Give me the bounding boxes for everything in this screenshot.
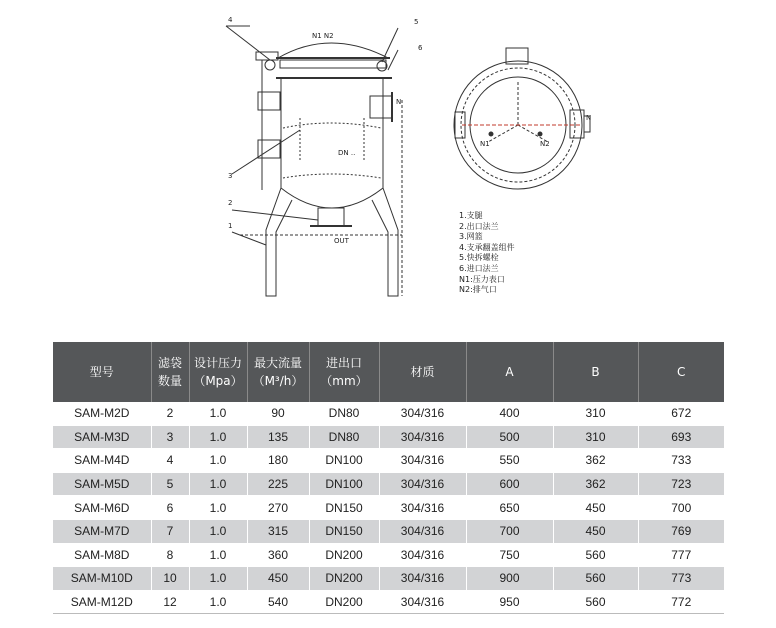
callout-1: 1 bbox=[228, 222, 233, 230]
spec-table bbox=[53, 342, 724, 614]
table-row bbox=[53, 472, 724, 496]
callout-top-n2: N2 bbox=[540, 140, 550, 148]
cell-flow: 270 bbox=[247, 496, 309, 520]
cell-b: 450 bbox=[553, 519, 638, 543]
table-row bbox=[53, 425, 724, 449]
cell-flow: 315 bbox=[247, 519, 309, 543]
cell-c: 772 bbox=[638, 590, 724, 614]
cell-bag-count: 5 bbox=[151, 472, 189, 496]
callout-2: 2 bbox=[228, 199, 233, 207]
header-material: 材质 bbox=[379, 342, 466, 402]
callout-4: 4 bbox=[228, 16, 233, 24]
cell-bag-count: 8 bbox=[151, 543, 189, 567]
cell-bag-count: 3 bbox=[151, 425, 189, 449]
callout-5: 5 bbox=[414, 18, 419, 26]
cell-model: SAM-M12D bbox=[53, 590, 151, 614]
callout-n-side: N bbox=[396, 98, 402, 106]
cell-b: 362 bbox=[553, 472, 638, 496]
cell-model: SAM-M2D bbox=[53, 402, 151, 425]
cell-b: 310 bbox=[553, 402, 638, 425]
cell-material: 304/316 bbox=[379, 496, 466, 520]
cell-inlet-outlet: DN80 bbox=[309, 425, 379, 449]
cell-inlet-outlet: DN200 bbox=[309, 590, 379, 614]
table-row bbox=[53, 519, 724, 543]
legend-item: 5.快拆螺栓 bbox=[459, 253, 499, 263]
cell-pressure: 1.0 bbox=[189, 543, 247, 567]
cell-a: 900 bbox=[466, 567, 553, 591]
cell-a: 700 bbox=[466, 519, 553, 543]
cell-flow: 360 bbox=[247, 543, 309, 567]
callout-dn: DN .. bbox=[338, 149, 356, 157]
cell-b: 560 bbox=[553, 590, 638, 614]
table-header-row bbox=[53, 342, 724, 402]
cell-material: 304/316 bbox=[379, 519, 466, 543]
cell-model: SAM-M5D bbox=[53, 472, 151, 496]
table-row bbox=[53, 496, 724, 520]
cell-b: 310 bbox=[553, 425, 638, 449]
header-a: A bbox=[466, 342, 553, 402]
cell-c: 672 bbox=[638, 402, 724, 425]
header-c: C bbox=[638, 342, 724, 402]
table-row bbox=[53, 590, 724, 614]
cell-model: SAM-M10D bbox=[53, 567, 151, 591]
cell-c: 769 bbox=[638, 519, 724, 543]
cell-bag-count: 7 bbox=[151, 519, 189, 543]
cell-model: SAM-M8D bbox=[53, 543, 151, 567]
header-model: 型号 bbox=[53, 342, 151, 402]
cell-b: 560 bbox=[553, 543, 638, 567]
cell-pressure: 1.0 bbox=[189, 519, 247, 543]
cell-pressure: 1.0 bbox=[189, 496, 247, 520]
header-flow: 最大流量 （M³/h） bbox=[247, 342, 309, 402]
cell-bag-count: 6 bbox=[151, 496, 189, 520]
side-view bbox=[226, 26, 402, 296]
table-row bbox=[53, 567, 724, 591]
cell-pressure: 1.0 bbox=[189, 567, 247, 591]
cell-model: SAM-M4D bbox=[53, 449, 151, 473]
cell-material: 304/316 bbox=[379, 449, 466, 473]
cell-a: 600 bbox=[466, 472, 553, 496]
cell-inlet-outlet: DN200 bbox=[309, 543, 379, 567]
header-inlet-outlet: 进出口 （mm） bbox=[309, 342, 379, 402]
callout-6: 6 bbox=[418, 44, 423, 52]
callout-3: 3 bbox=[228, 172, 233, 180]
header-b: B bbox=[553, 342, 638, 402]
legend-item: 2.出口法兰 bbox=[459, 221, 499, 231]
cell-a: 650 bbox=[466, 496, 553, 520]
cell-pressure: 1.0 bbox=[189, 472, 247, 496]
cell-pressure: 1.0 bbox=[189, 449, 247, 473]
cell-bag-count: 10 bbox=[151, 567, 189, 591]
cell-material: 304/316 bbox=[379, 402, 466, 425]
cell-pressure: 1.0 bbox=[189, 425, 247, 449]
cell-flow: 90 bbox=[247, 402, 309, 425]
cell-b: 450 bbox=[553, 496, 638, 520]
cell-c: 693 bbox=[638, 425, 724, 449]
cell-material: 304/316 bbox=[379, 425, 466, 449]
legend-item: N1:压力表口 bbox=[459, 274, 505, 284]
header-pressure: 设计压力 （Mpa） bbox=[189, 342, 247, 402]
cell-c: 700 bbox=[638, 496, 724, 520]
spec-table-body bbox=[53, 402, 724, 614]
cell-inlet-outlet: DN200 bbox=[309, 567, 379, 591]
cell-bag-count: 4 bbox=[151, 449, 189, 473]
cell-model: SAM-M3D bbox=[53, 425, 151, 449]
legend-item: 6.进口法兰 bbox=[459, 263, 499, 273]
cell-bag-count: 12 bbox=[151, 590, 189, 614]
parts-legend bbox=[459, 211, 515, 296]
drawing-callouts bbox=[228, 16, 591, 245]
cell-a: 550 bbox=[466, 449, 553, 473]
table-row bbox=[53, 543, 724, 567]
cell-pressure: 1.0 bbox=[189, 402, 247, 425]
cell-flow: 225 bbox=[247, 472, 309, 496]
cell-flow: 450 bbox=[247, 567, 309, 591]
callout-out: OUT bbox=[334, 237, 349, 245]
cell-c: 773 bbox=[638, 567, 724, 591]
header-bag-count: 滤袋 数量 bbox=[151, 342, 189, 402]
cell-bag-count: 2 bbox=[151, 402, 189, 425]
top-view bbox=[454, 48, 590, 189]
cell-inlet-outlet: DN150 bbox=[309, 519, 379, 543]
cell-c: 733 bbox=[638, 449, 724, 473]
cell-inlet-outlet: DN150 bbox=[309, 496, 379, 520]
callout-top-n: N bbox=[586, 114, 592, 122]
legend-item: N2:排气口 bbox=[459, 285, 497, 295]
cell-a: 400 bbox=[466, 402, 553, 425]
cell-a: 750 bbox=[466, 543, 553, 567]
cell-material: 304/316 bbox=[379, 567, 466, 591]
legend-item: 3.网篮 bbox=[459, 232, 483, 242]
cell-material: 304/316 bbox=[379, 590, 466, 614]
cell-inlet-outlet: DN100 bbox=[309, 472, 379, 496]
table-row bbox=[53, 402, 724, 425]
callout-n1-n2: N1 N2 bbox=[312, 32, 334, 40]
cell-c: 723 bbox=[638, 472, 724, 496]
cell-flow: 180 bbox=[247, 449, 309, 473]
cell-inlet-outlet: DN80 bbox=[309, 402, 379, 425]
cell-model: SAM-M6D bbox=[53, 496, 151, 520]
legend-item: 4.支承翻盖组件 bbox=[459, 242, 515, 252]
callout-top-n1: N1 bbox=[480, 140, 490, 148]
cell-pressure: 1.0 bbox=[189, 590, 247, 614]
cell-inlet-outlet: DN100 bbox=[309, 449, 379, 473]
cell-a: 500 bbox=[466, 425, 553, 449]
cell-flow: 540 bbox=[247, 590, 309, 614]
cell-model: SAM-M7D bbox=[53, 519, 151, 543]
cell-b: 362 bbox=[553, 449, 638, 473]
cell-c: 777 bbox=[638, 543, 724, 567]
cell-a: 950 bbox=[466, 590, 553, 614]
cell-b: 560 bbox=[553, 567, 638, 591]
cell-material: 304/316 bbox=[379, 543, 466, 567]
table-row bbox=[53, 449, 724, 473]
cell-flow: 135 bbox=[247, 425, 309, 449]
legend-item: 1.支腿 bbox=[459, 211, 483, 220]
cell-material: 304/316 bbox=[379, 472, 466, 496]
